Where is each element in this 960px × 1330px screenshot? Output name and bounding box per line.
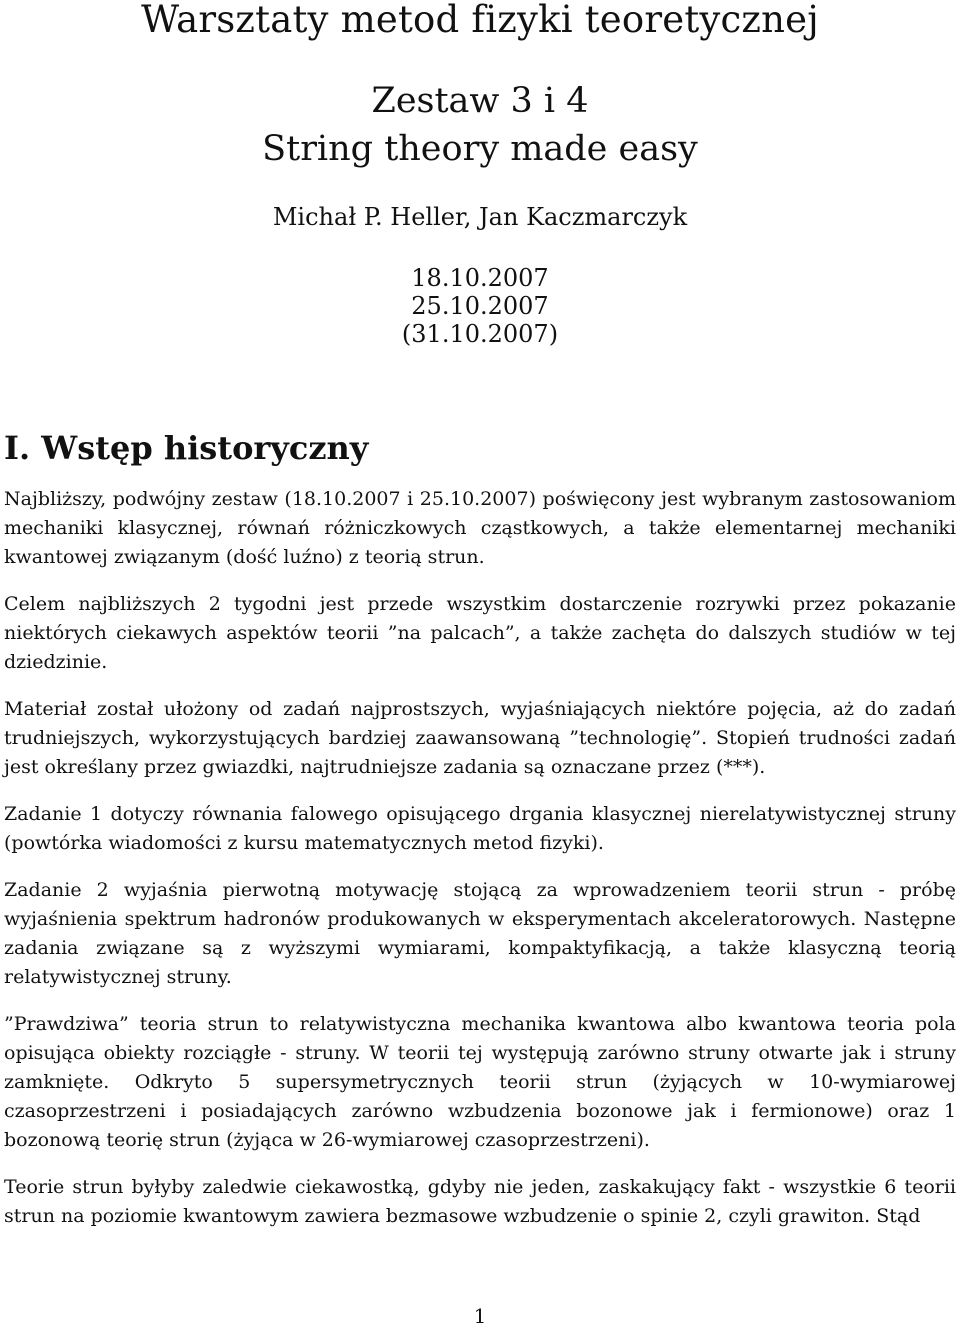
paragraph-task-2: Zadanie 2 wyjaśnia pierwotną motywację stojącą za wprowadzeniem teorii strun - próbę wyjaśnienia spektrum hadronów produkowanych w eksperymentach akceleratorowych. Następne zadania związane są z wyższymi wymiarami, kompaktyfikacją, a także klasyczną teorią relatywistycznej struny. [4, 879, 956, 988]
document-authors: Michał P. Heller, Jan Kaczmarczyk [272, 203, 688, 231]
paragraph-goal: Celem najbliższych 2 tygodni jest przede wszystkim dostarczenie rozrywki przez pokazanie niektórych ciekawych aspektów teorii ”na palcach”, a także zachęta do dalszych studiów w tej dziedzinie. [4, 593, 956, 673]
subtitle-line-topic: String theory made easy [262, 129, 698, 169]
paragraph-string-theory: ”Prawdziwa” teoria strun to relatywistyczna mechanika kwantowa albo kwantowa teoria pola opisująca obiekty rozciągłe - struny. W teorii tej występują zarówno struny otwarte jak i struny zamknięte. Odkryto 5 supersymetrycznych teorii strun (żyjących w 10-wymiarowej czasoprzestrzeni i posiadających zarówno wzbudzenia bozonowe jak i fermionowe) oraz 1 bozonową teorię strun (żyjąca w 26-wymiarowej czasoprzestrzeni). [4, 1013, 956, 1151]
subtitle-line-set: Zestaw 3 i 4 [371, 81, 589, 121]
section-heading: I. Wstęp historyczny [4, 429, 369, 467]
paragraph-material: Materiał został ułożony od zadań najprostszych, wyjaśniających niektóre pojęcia, aż do zadań trudniejszych, wykorzystujących bardziej zaawansowaną ”technologię”. Stopień trudności zadań jest określany przez gwiazdki, najtrudniejsze zadania są oznaczane przez (***). [4, 698, 956, 778]
document-title: Warsztaty metod fizyki teoretycznej [141, 0, 819, 41]
page-number: 1 [473, 1304, 487, 1328]
document-dates [0, 264, 960, 348]
paragraph-task-1: Zadanie 1 dotyczy równania falowego opisującego drgania klasycznej nierelatywistycznej struny (powtórka wiadomości z kursu matematycznych metod fizyki). [4, 803, 956, 854]
date-second: 25.10.2007 [411, 292, 549, 320]
paragraph-graviton: Teorie strun byłyby zaledwie ciekawostką, gdyby nie jeden, zaskakujący fakt - wszystkie 6 teorii strun na poziomie kwantowym zawiera bezmasowe wzbudzenie o spinie 2, czyli grawiton. Stąd [4, 1176, 956, 1227]
paragraph-intro: Najbliższy, podwójny zestaw (18.10.2007 i 25.10.2007) poświęcony jest wybranym zastosowaniom mechaniki klasycznej, równań różniczkowych cząstkowych, a także elementarnej mechaniki kwantowej związanym (dość luźno) z teorią strun. [4, 488, 956, 568]
document-subtitle [0, 77, 960, 173]
section-body [4, 485, 956, 1249]
date-first: 18.10.2007 [411, 264, 549, 292]
date-third: (31.10.2007) [401, 320, 559, 348]
